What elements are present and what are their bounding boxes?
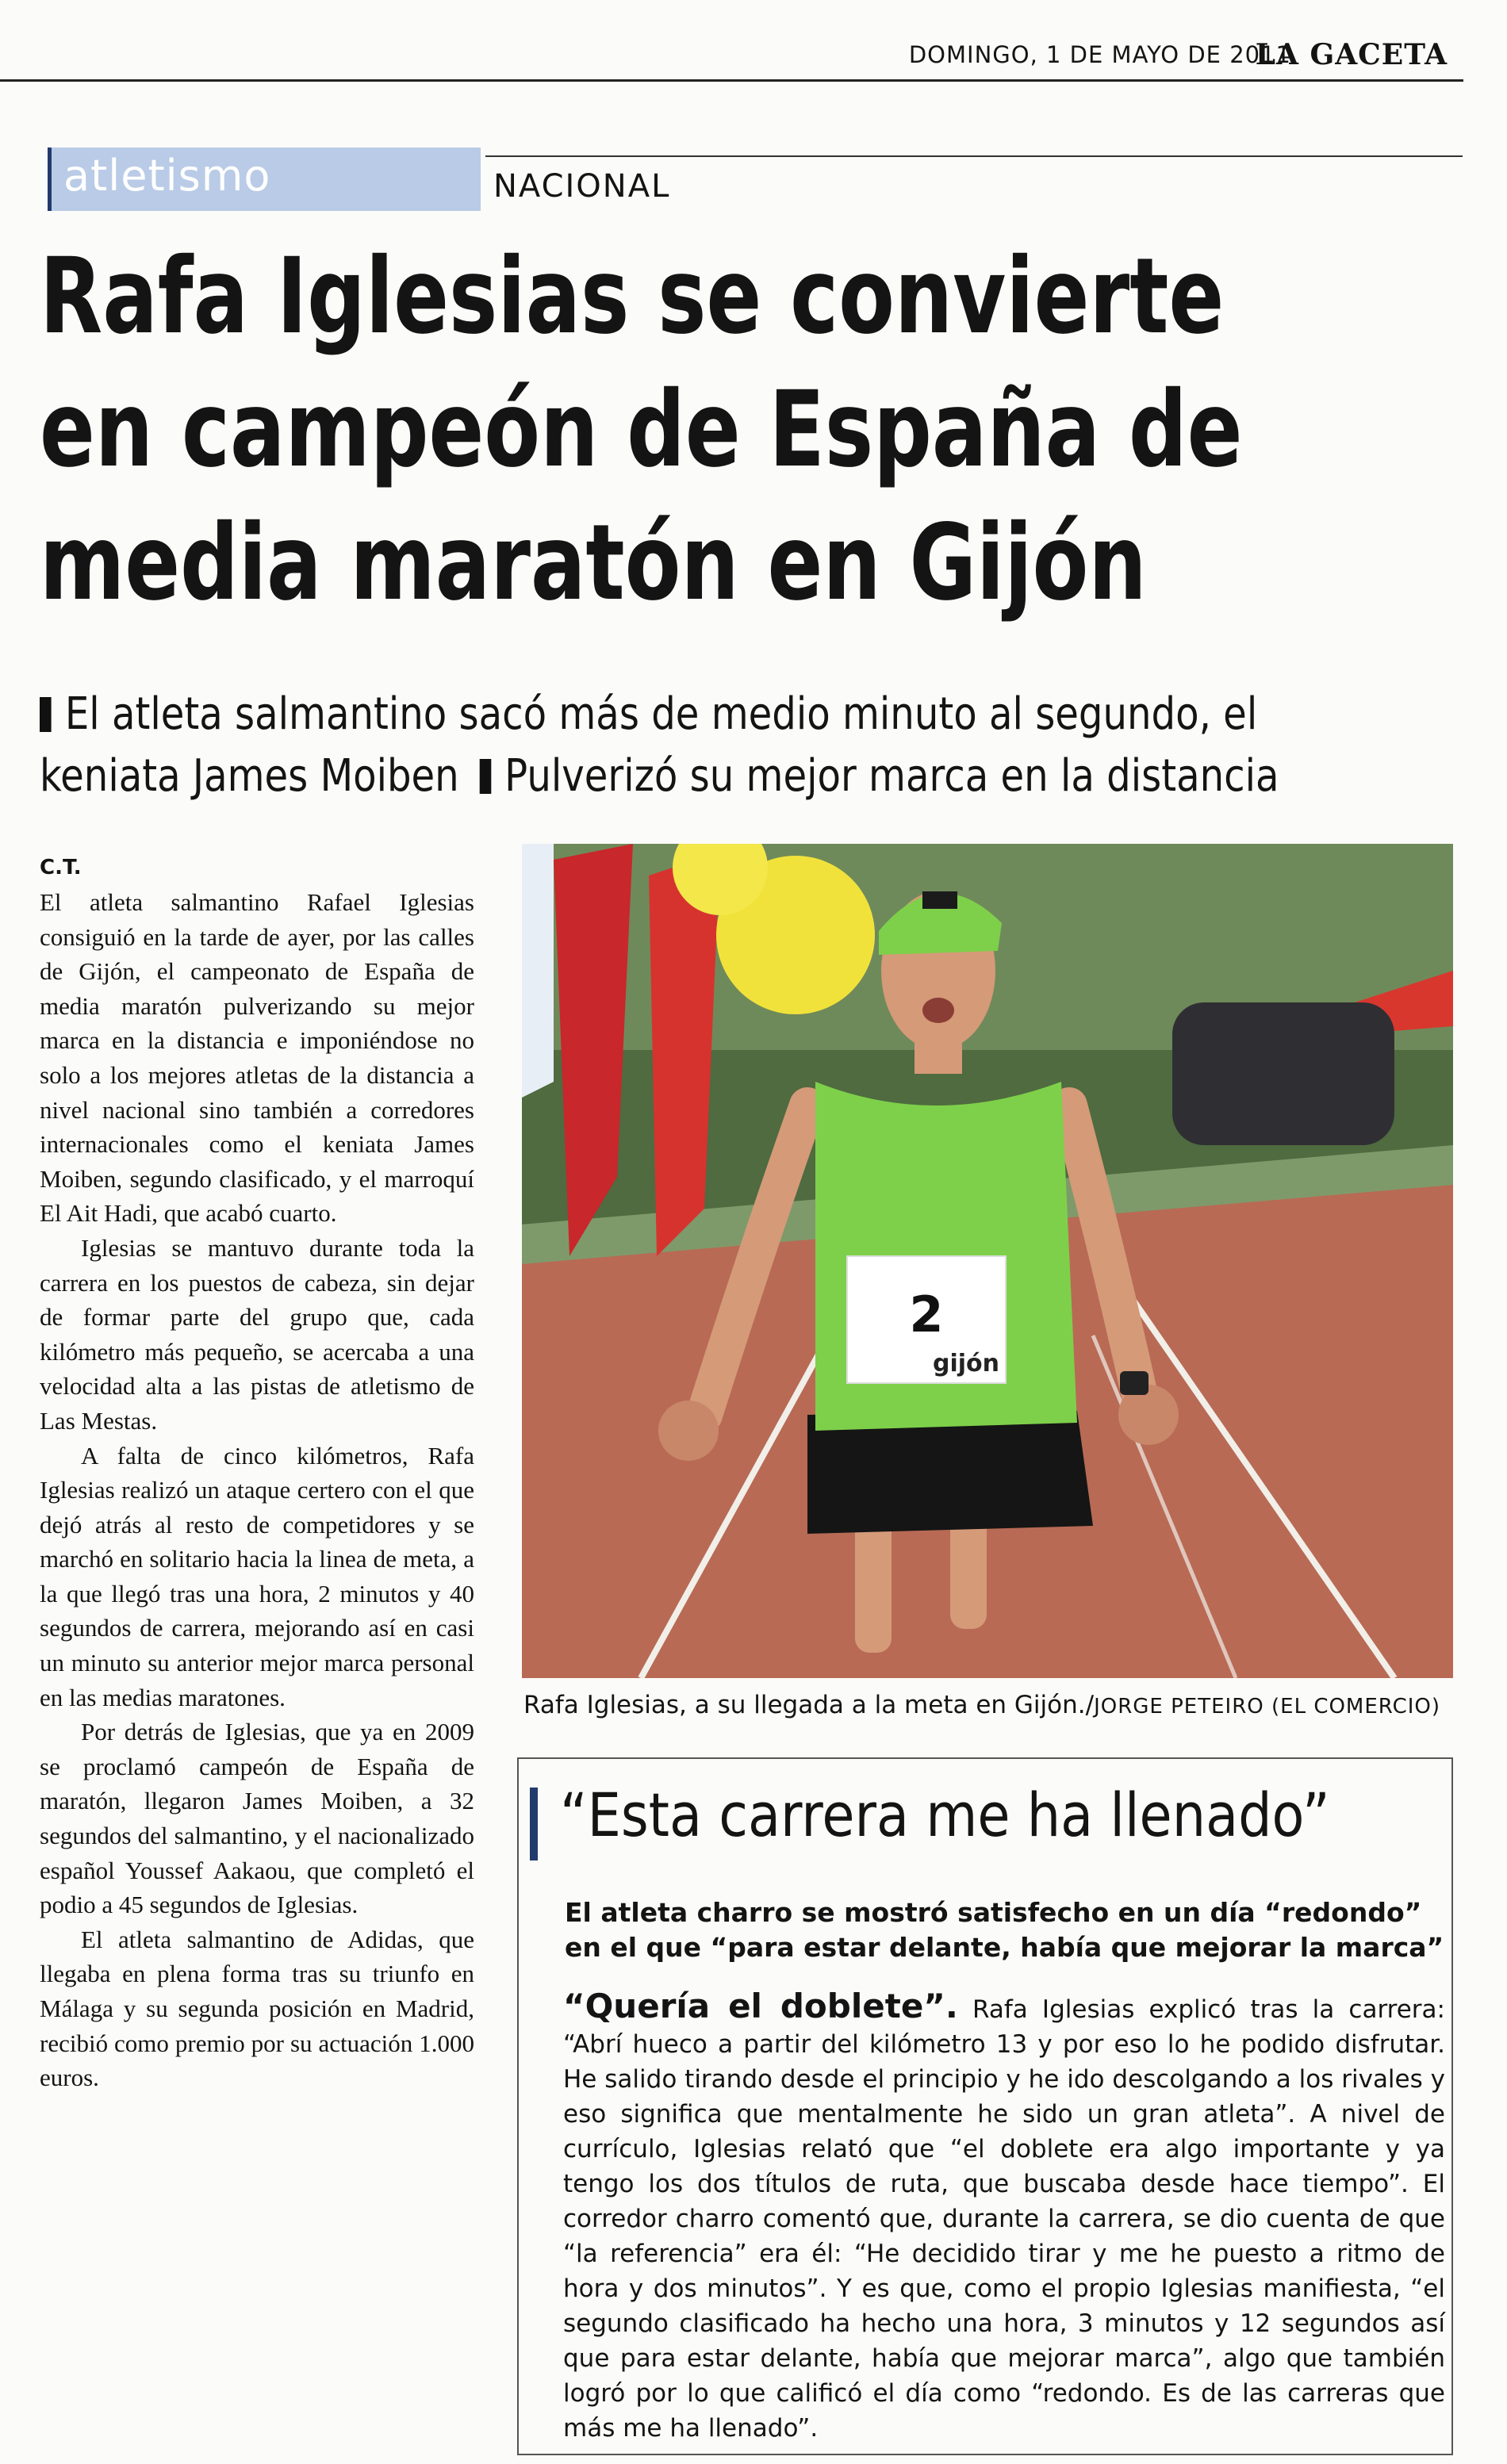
bullet-square-icon [40,697,52,732]
headline-line-3: media maratón en Gijón [40,502,1147,624]
photo-caption [523,1691,1440,1719]
section-tab-edge [48,148,52,211]
folio-date: DOMINGO, 1 DE MAYO DE 2011 [908,41,1291,68]
headline-line-1: Rafa Iglesias se convierte [40,236,1225,358]
newspaper-name: LA GACETA [1255,38,1448,71]
runner-illustration [522,844,1453,1678]
article-paragraph: El atleta salmantino de Adidas, que llegaba en plena forma tras su triunfo en Málaga y su segunda posición en Madrid, recibió como premio por su actuación 1.000 euros. [40,1925,474,2092]
deck-line-2 [40,745,1279,807]
subsection-label: NACIONAL [493,168,671,205]
section-rule [485,155,1463,157]
headline [40,230,1243,630]
sidebar-headline: “Esta carrera me ha llenado” [560,1780,1330,1850]
sidebar-accent-bar [530,1788,538,1860]
article-paragraph: El atleta salmantino Rafael Iglesias consiguió en la tarde de ayer, por las calles de Gijón, el campeonato de España de media maratón pulverizando su mejor marca en la distancia e imponiéndose no solo a los mejores atletas de la distancia a nivel nacional sino también a corredores internacionales como el keniata James Moiben, segundo clasificado, y el marroquí El Ait Hadi, que acabó cuarto. [40,888,474,1228]
sidebar-body [563,1989,1445,2446]
sidebar-lead: “Quería el doblete”. [563,1987,958,2025]
sidebar-box [517,1757,1453,2455]
section-tab [48,148,481,211]
deck-text-2a: keniata James Moiben [40,750,459,802]
race-photo [522,844,1453,1678]
article-paragraph: Por detrás de Iglesias, que ya en 2009 se proclamó campeón de España de maratón, llegaron James Moiben, a 32 segundos del salmantino, y el nacionalizado español Youssef Aakaou, que completó el podio a 45 segundos de Iglesias. [40,1718,474,1919]
bib-brand: gijón [932,1350,1000,1378]
sidebar-text: Rafa Iglesias explicó tras la carrera: “Abrí hueco a partir del kilómetro 13 y por eso lo he podido disfrutar. He salido tirando desde el principio y he ido descolgando a los rivales y eso significa que mentalmente he sido un gran atleta”. A nivel de currículo, Iglesias relató que “el doblete era algo importante y ya tengo los dos títulos de ruta, que buscaba desde hace tiempo”. El corredor charro comentó que, durante la carrera, se dio cuenta de que “la referencia” era él: “He decidido tirar y me he puesto a ritmo de hora y dos minutos”. Y es que, como el propio Iglesias manifiesta, “el segundo clasificado ha hecho una hora, 3 minutos y 12 segundos así que para estar delante, había que mejorar marca”, algo que también logró por lo que calificó el día como “redondo. Es de las carreras que más me ha llenado”. [563,1995,1445,2443]
article-paragraph: A falta de cinco kilómetros, Rafa Iglesias realizó un ataque certero con el que dejó atrás al resto de competidores y se marchó en solitario hacia la linea de meta, a la que llegó tras una hora, 2 minutos y 40 segundos de carrera, mejorando así en casi un minuto su anterior mejor marca personal en las medias maratones. [40,1441,474,1711]
folio-rule [0,79,1463,82]
deck [40,684,1467,807]
photo-credit: JORGE PETEIRO (EL COMERCIO) [1094,1695,1440,1719]
article-paragraph: Iglesias se mantuvo durante toda la carrera en los puestos de cabeza, sin dejar de formar parte del grupo que, cada kilómetro más pequeño, se acercaba a una velocidad alta a las pistas de atletismo de Las Mestas. [40,1233,474,1435]
caption-text: Rafa Iglesias, a su llegada a la meta en Gijón./ [523,1691,1095,1719]
bullet-square-icon [479,759,491,794]
bib-number: 2 [909,1286,944,1343]
deck-line-1 [40,684,1267,745]
article-body [40,850,474,2095]
headline-line-2: en campeón de España de [40,369,1243,491]
sidebar-deck: El atleta charro se mostró satisfecho en un día “redondo” en el que “para estar delante, había que mejorar la marca” [565,1897,1444,1963]
deck-text-1: El atleta salmantino sacó más de medio minuto al segundo, el [64,688,1258,740]
byline: C.T. [40,856,82,879]
section-label: atletismo [63,151,271,201]
page-folio [0,38,1507,73]
deck-text-2b: Pulverizó su mejor marca en la distancia [504,750,1279,802]
